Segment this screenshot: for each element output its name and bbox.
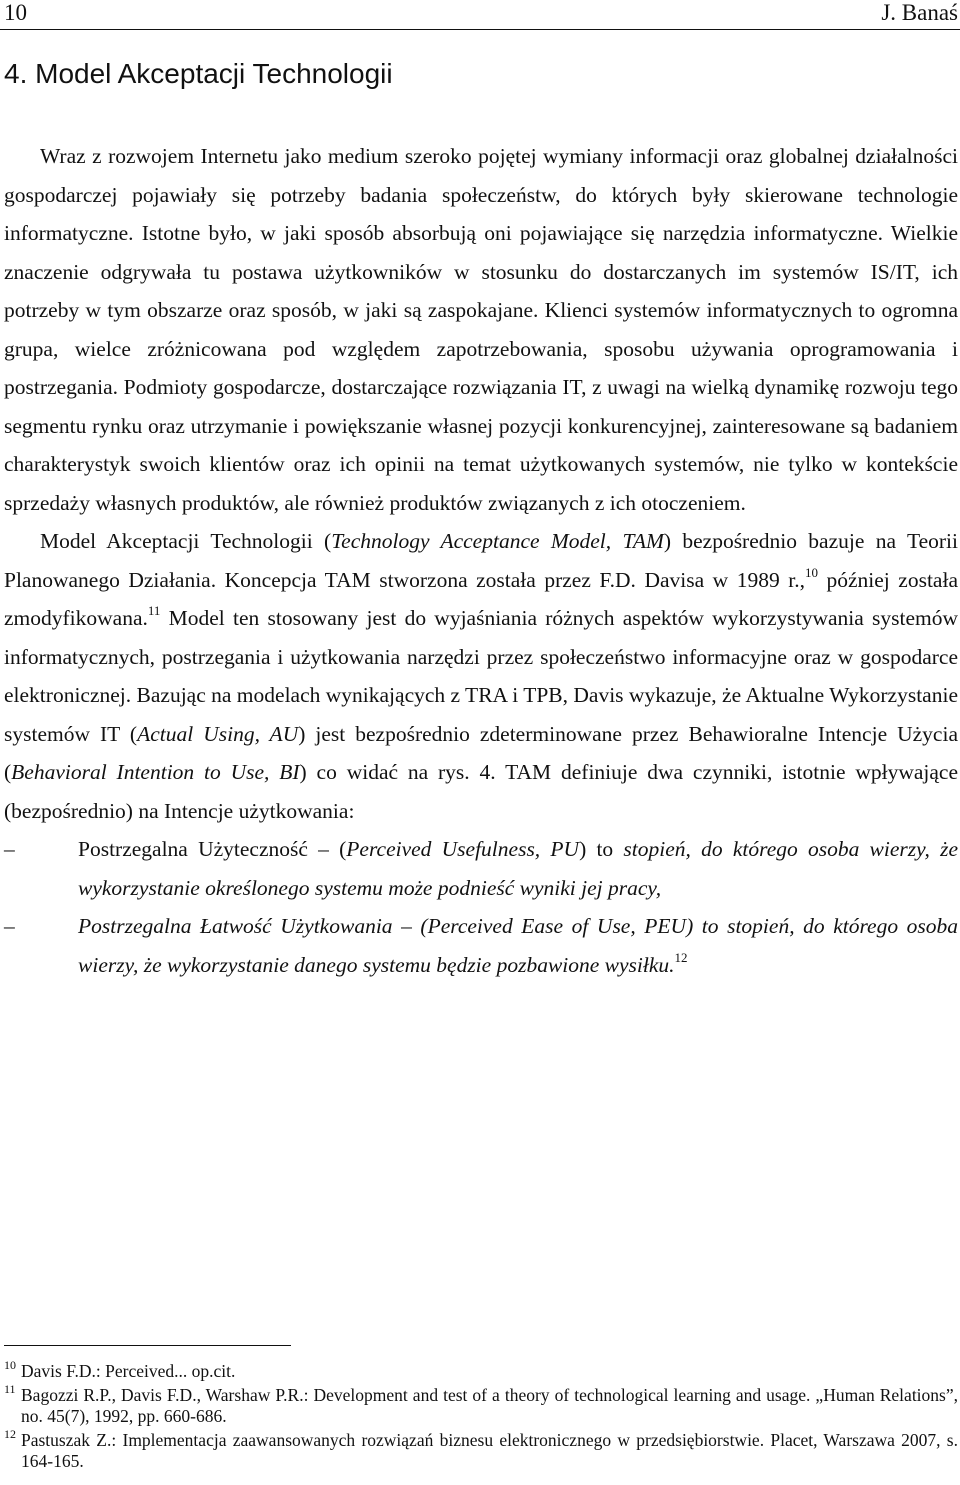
body-text <box>4 137 958 984</box>
page-number: 10 <box>4 0 27 25</box>
list-item-text: ) to <box>579 837 624 861</box>
paragraph-2-text: ) co widać na rys. 4. TAM definiuje dwa czynniki, istotnie wpływające (bezpośrednio) na Intencje użytkowania: <box>4 760 959 823</box>
paragraph-1: Wraz z rozwojem Internetu jako medium szeroko pojętej wymiany informacji oraz globalnej działalności gospodarczej pojawiały się potrzeby badania społeczeństw, do których były skierowane technologie informatyczne. Istotne było, w jaki sposób absorbują oni pojawiające się narzędzia informatyczne. Wielkie znaczenie odgrywała tu postawa użytkowników w stosunku do dostarczanych im systemów IS/IT, ich potrzeby w tym obszarze oraz sposób, w jaki są zaspokajane. Klienci systemów informatycznych to ogromna grupa, wielce zróżnicowana pod względem zapotrzebowania, sposobu używania oprogramowania i postrzegania. Podmioty gospodarcze, dostarczające rozwiązania IT, z uwagi na wielką dynamikę rozwoju tego segmentu rynku oraz utrzymanie i powiększanie własnej pozycji konkurencyjnej, zainteresowane są badaniem charakterystyk swoich klientów oraz ich opinii na temat użytkowanych systemów, nie tylko w kontekście sprzedaży własnych produktów, ale również produktów związanych z ich otoczeniem. <box>4 144 958 515</box>
list-item-italic: stopień, do którego osoba wierzy, że wykorzystanie określonego systemu może podnieść wyniki jej pracy, <box>78 837 959 900</box>
footnote-text: Davis F.D.: Perceived... op.cit. <box>21 1361 236 1381</box>
paragraph-2-italic: Actual Using, AU <box>137 721 299 746</box>
footnote <box>4 1427 958 1472</box>
footnote <box>4 1358 958 1382</box>
list-item <box>4 907 958 984</box>
paragraph-2-text: ) jest bezpośrednio zdeterminowane przez Behawioralne Intencje Użycia ( <box>4 721 958 784</box>
factor-list <box>4 830 958 984</box>
list-item-italic: Perceived Usefulness, PU <box>346 837 580 861</box>
section-title: 4. Model Akceptacji Technologii <box>4 58 393 89</box>
paragraph-2-text: Model ten stosowany jest do wyjaśniania różnych aspektów wykorzystywania systemów informatycznych, postrzegania i użytkowania narzędzi przez społeczeństwo informacyjne oraz w gospodarce elektronicznej. Bazując na modelach wynikających z TRA i TPB, Davis wykazuje, że Aktualne Wykorzystanie systemów IT ( <box>4 606 958 746</box>
footnote-text: Bagozzi R.P., Davis F.D., Warshaw P.R.: Development and test of a theory of technological learning and usage. „Human Relations”, no. 45(7), 1992, pp. 660-686. <box>21 1385 958 1426</box>
running-header <box>4 0 958 30</box>
list-item <box>4 830 958 907</box>
list-item-text: Postrzegalna Użyteczność – ( <box>78 837 347 861</box>
footnote-ref-10[interactable]: 10 <box>804 564 818 580</box>
paragraph-2-italic: Behavioral Intention to Use, BI <box>11 760 300 784</box>
footnote-number: 10 <box>4 1358 16 1372</box>
footnote-number: 11 <box>4 1382 16 1396</box>
paragraph-2-text: ) bezpośrednio bazuje na Teorii Planowanego Działania. Koncepcja TAM stworzona została przez F.D. Davisa w 1989 r., <box>4 529 958 592</box>
list-item-italic: Postrzegalna Łatwość Użytkowania – (Perceived Ease of Use, PEU) to stopień, do którego osoba wierzy, że wykorzystanie danego systemu będzie pozbawione wysiłku. <box>78 914 958 977</box>
running-author: J. Banaś <box>881 0 958 25</box>
footnote-separator <box>4 1345 291 1346</box>
paragraph-2 <box>4 522 958 830</box>
footnote-number: 12 <box>4 1427 16 1441</box>
header-rule <box>0 29 960 30</box>
paragraph-2-text: później została zmodyfikowana. <box>4 567 958 630</box>
footnote-text: Pastuszak Z.: Implementacja zaawansowanych rozwiązań biznesu elektronicznego w przedsiębiorstwie. Placet, Warszawa 2007, s. 164-165. <box>21 1430 958 1471</box>
footnote <box>4 1382 958 1427</box>
footnote-ref-11[interactable]: 11 <box>147 603 161 618</box>
paragraph-2-text: Model Akceptacji Technologii ( <box>40 529 332 553</box>
dash-bullet: – <box>4 914 15 938</box>
paragraph-2-italic: Technology Acceptance Model, TAM <box>331 529 664 553</box>
dash-bullet: – <box>4 837 15 861</box>
footnotes <box>4 1358 958 1475</box>
footnote-ref-12[interactable]: 12 <box>674 949 688 965</box>
